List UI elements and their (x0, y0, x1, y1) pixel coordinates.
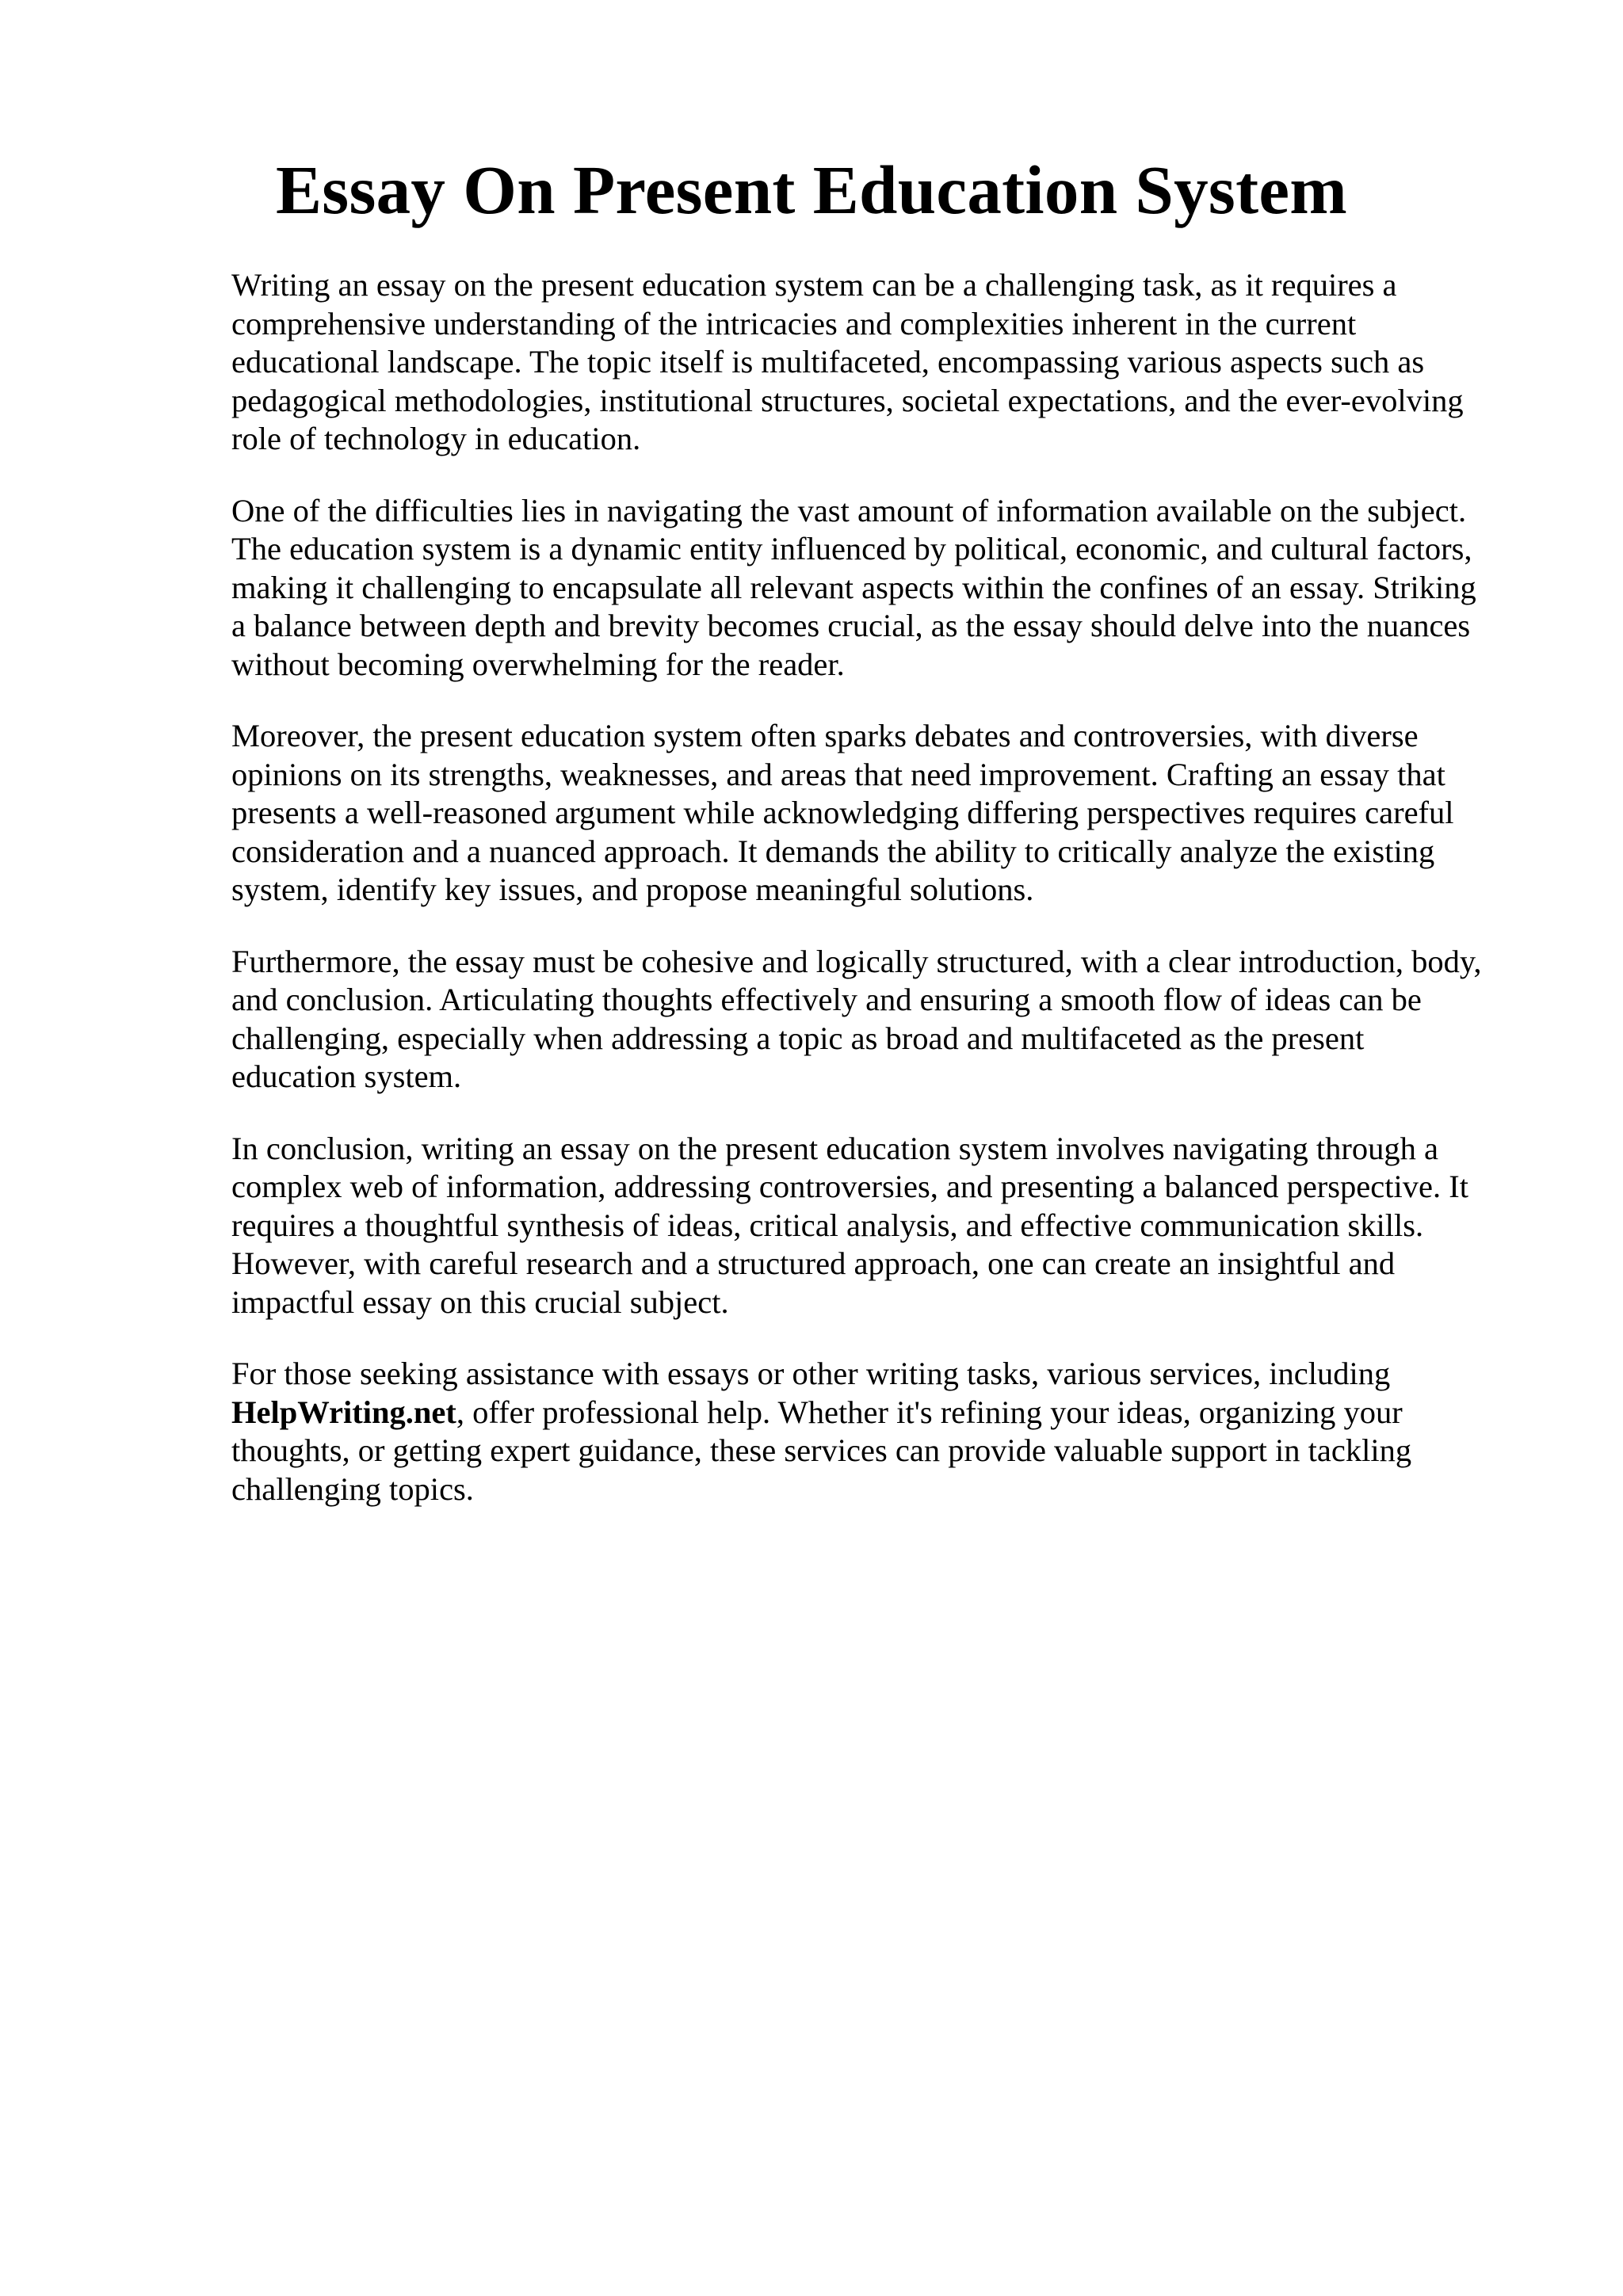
essay-body (231, 266, 1523, 1542)
paragraph-line: One of the difficulties lies in navigating the vast amount of information available on the subject. (231, 492, 1467, 528)
paragraph-line-rest: , offer professional help. Whether it's refining your ideas, organizing your (456, 1394, 1403, 1430)
paragraph-line: a balance between depth and brevity becomes crucial, as the essay should delve into the nuances (231, 608, 1471, 643)
paragraph-line-with-link (231, 1394, 1523, 1432)
paragraph-1 (231, 266, 1523, 459)
paragraph-line: The education system is a dynamic entity influenced by political, economic, and cultural factors, (231, 531, 1472, 566)
paragraph-line: education system. (231, 1058, 462, 1094)
paragraph-line: making it challenging to encapsulate all relevant aspects within the confines of an essay. Striking (231, 569, 1476, 605)
paragraph-3 (231, 717, 1523, 910)
paragraph-4 (231, 943, 1523, 1097)
paragraph-line: challenging, especially when addressing a topic as broad and multifaceted as the present (231, 1020, 1365, 1056)
paragraph-line: However, with careful research and a structured approach, one can create an insightful and (231, 1245, 1396, 1281)
paragraph-line: opinions on its strengths, weaknesses, and areas that need improvement. Crafting an essay that (231, 756, 1445, 792)
paragraph-line: and conclusion. Articulating thoughts effectively and ensuring a smooth flow of ideas can be (231, 982, 1422, 1017)
paragraph-line: thoughts, or getting expert guidance, these services can provide valuable support in tackling (231, 1432, 1412, 1468)
paragraph-5 (231, 1130, 1523, 1322)
paragraph-line: impactful essay on this crucial subject. (231, 1283, 729, 1320)
paragraph-line: comprehensive understanding of the intricacies and complexities inherent in the current (231, 305, 1357, 341)
paragraph-line: Furthermore, the essay must be cohesive and logically structured, with a clear introduction, body, (231, 943, 1482, 979)
paragraph-line: educational landscape. The topic itself is multifaceted, encompassing various aspects such as (231, 344, 1425, 379)
paragraph-line: system, identify key issues, and propose meaningful solutions. (231, 871, 1034, 907)
essay-title: Essay On Present Education System (275, 151, 1348, 228)
paragraph-6 (231, 1355, 1523, 1508)
paragraph-line: complex web of information, addressing controversies, and presenting a balanced perspective. It (231, 1169, 1468, 1204)
paragraph-line: In conclusion, writing an essay on the present education system involves navigating through a (231, 1130, 1438, 1166)
paragraph-line: role of technology in education. (231, 421, 641, 456)
helpwriting-link[interactable]: HelpWriting.net (231, 1394, 456, 1430)
paragraph-line: challenging topics. (231, 1470, 474, 1507)
paragraph-line: Writing an essay on the present education system can be a challenging task, as it requires a (231, 267, 1397, 303)
paragraph-line: consideration and a nuanced approach. It demands the ability to critically analyze the existing (231, 833, 1435, 869)
paragraph-2 (231, 492, 1523, 685)
paragraph-line: requires a thoughtful synthesis of ideas, critical analysis, and effective communication skills. (231, 1207, 1424, 1243)
paragraph-line: For those seeking assistance with essays or other writing tasks, various services, including (231, 1356, 1391, 1391)
paragraph-line: presents a well-reasoned argument while acknowledging differing perspectives requires careful (231, 795, 1454, 830)
paragraph-line: without becoming overwhelming for the reader. (231, 646, 845, 682)
paragraph-line: pedagogical methodologies, institutional structures, societal expectations, and the ever-evolving (231, 382, 1464, 418)
paragraph-line: Moreover, the present education system often sparks debates and controversies, with diverse (231, 718, 1419, 753)
